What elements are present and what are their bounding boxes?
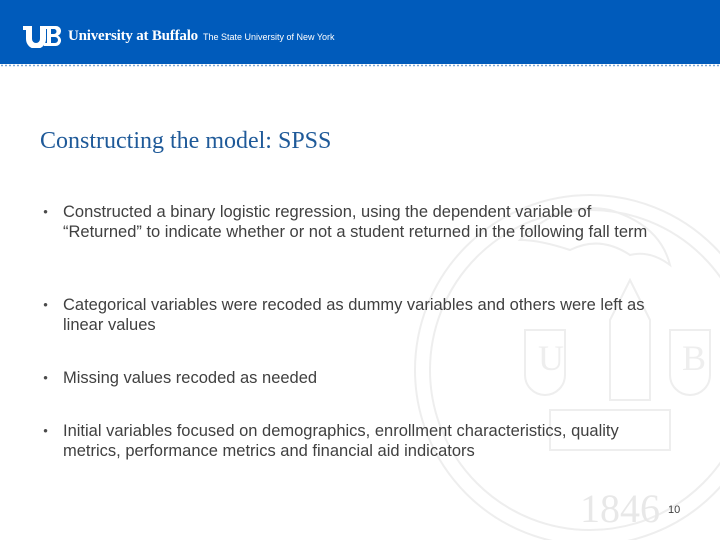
bullet-text: Categorical variables were recoded as dummy variables and others were left as linear values <box>63 296 645 334</box>
header-divider <box>0 64 720 67</box>
bullet-marker: • <box>43 297 48 312</box>
list-item <box>28 421 668 461</box>
svg-text:B: B <box>682 338 707 378</box>
bullet-text: Initial variables focused on demographics, enrollment characteristics, quality metrics, performance metrics and financial aid indicators <box>63 422 619 460</box>
university-name: University at Buffalo <box>68 27 198 44</box>
bullet-marker: • <box>43 204 48 219</box>
ub-logo-icon <box>22 24 64 48</box>
bullet-marker: • <box>43 423 48 438</box>
bullet-text: Constructed a binary logistic regression, using the dependent variable of “Returned” to indicate whether or not a student returned in the following fall term <box>63 203 648 241</box>
university-logo[interactable] <box>22 24 335 48</box>
header-band <box>0 0 720 64</box>
university-tagline: The State University of New York <box>202 32 335 42</box>
list-item <box>28 202 668 242</box>
bullet-text: Missing values recoded as needed <box>63 369 318 387</box>
list-item <box>28 368 668 388</box>
watermark-year: 1846 <box>580 486 660 531</box>
slide-title: Constructing the model: SPSS <box>40 128 332 154</box>
page-number: 10 <box>668 504 681 516</box>
svg-text:U: U <box>538 338 564 378</box>
bullet-marker: • <box>43 370 48 385</box>
list-item <box>28 295 668 335</box>
